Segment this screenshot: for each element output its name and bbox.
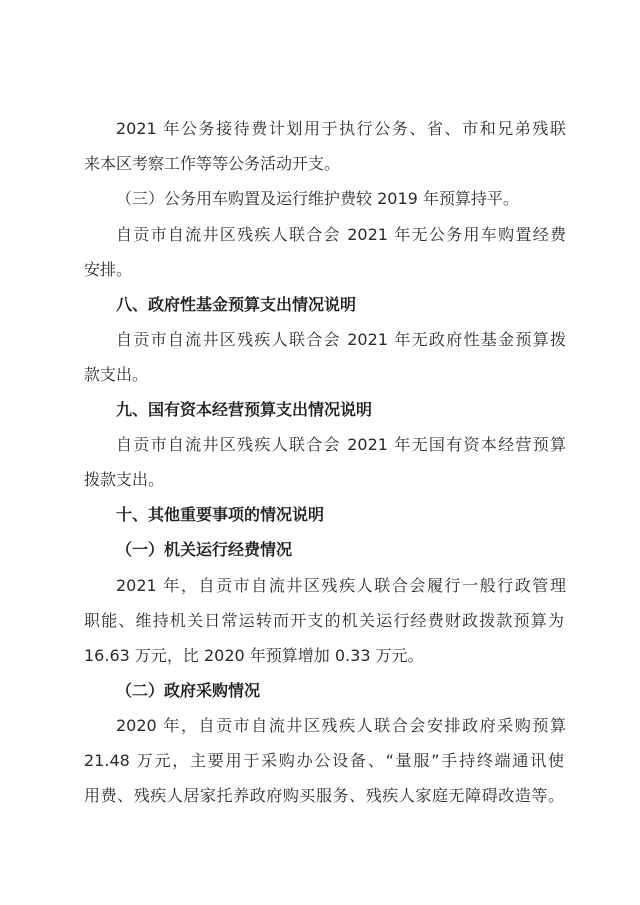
subheading-vehicle-costs: （三）公务用车购置及运行维护费较 2019 年预算持平。 bbox=[116, 189, 519, 208]
paragraph-operating-line-1: 2021 年，自贡市自流井区残疾人联合会履行一般行政管理 bbox=[116, 576, 566, 595]
paragraph-capital-line-1: 自贡市自流井区残疾人联合会 2021 年无国有资本经营预算 bbox=[116, 435, 566, 454]
paragraph-procurement-line-2: 21.48 万元，主要用于采购办公设备、“量服”手持终端通讯使 bbox=[84, 751, 564, 770]
heading-section-10: 十、其他重要事项的情况说明 bbox=[116, 505, 325, 524]
paragraph-operating-line-3: 16.63 万元，比 2020 年预算增加 0.33 万元。 bbox=[84, 646, 424, 665]
paragraph-fund-line-2: 款支出。 bbox=[84, 365, 149, 384]
subheading-operating-costs: （一）机关运行经费情况 bbox=[116, 540, 293, 559]
paragraph-vehicle-line-2: 安排。 bbox=[84, 260, 133, 279]
paragraph-reception-fee-line-1: 2021 年公务接待费计划用于执行公务、省、市和兄弟残联 bbox=[116, 119, 566, 138]
paragraph-capital-line-2: 拨款支出。 bbox=[84, 470, 165, 489]
paragraph-fund-line-1: 自贡市自流井区残疾人联合会 2021 年无政府性基金预算拨 bbox=[116, 330, 566, 349]
heading-section-8: 八、政府性基金预算支出情况说明 bbox=[116, 295, 357, 314]
paragraph-procurement-line-3: 用费、残疾人居家托养政府购买服务、残疾人家庭无障碍改造等。 bbox=[84, 786, 564, 805]
paragraph-operating-line-2: 职能、维持机关日常运转而开支的机关运行经费财政拨款预算为 bbox=[84, 611, 564, 630]
paragraph-vehicle-line-1: 自贡市自流井区残疾人联合会 2021 年无公务用车购置经费 bbox=[116, 225, 566, 244]
heading-section-9: 九、国有资本经营预算支出情况说明 bbox=[116, 400, 373, 419]
paragraph-reception-fee-line-2: 来本区考察工作等等公务活动开支。 bbox=[84, 154, 341, 173]
subheading-procurement: （二）政府采购情况 bbox=[116, 681, 261, 700]
paragraph-procurement-line-1: 2020 年，自贡市自流井区残疾人联合会安排政府采购预算 bbox=[116, 716, 566, 735]
